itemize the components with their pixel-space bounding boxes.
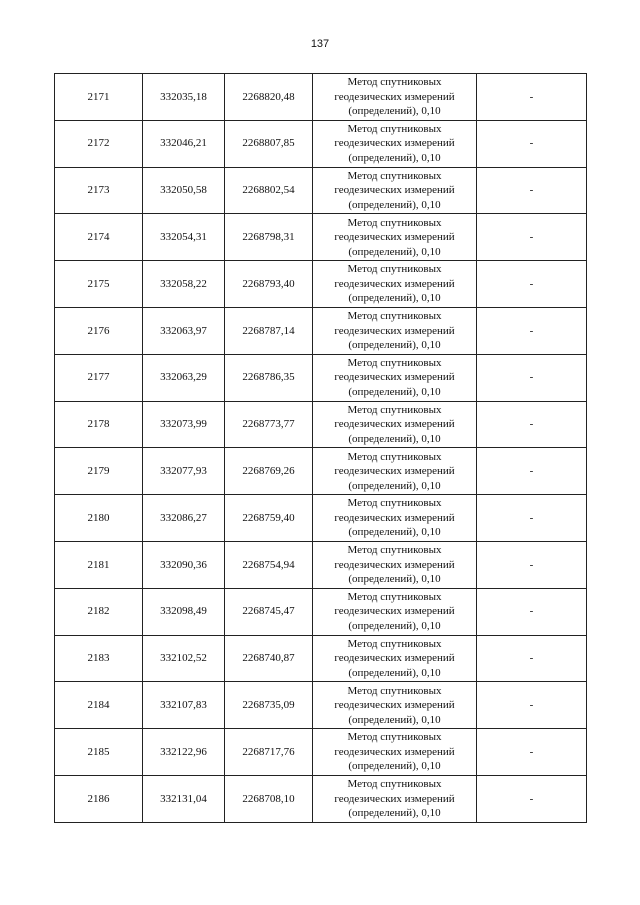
extra-cell: - xyxy=(477,495,587,542)
x-coordinate-cell: 332046,21 xyxy=(143,120,225,167)
method-line: Метод спутниковых xyxy=(347,778,442,791)
x-coordinate-cell: 332077,93 xyxy=(143,448,225,495)
method-line: геодезических измерений xyxy=(334,137,455,150)
y-coordinate-cell: 2268717,76 xyxy=(225,729,313,776)
method-line: (определений), 0,10 xyxy=(348,292,441,305)
method-line: геодезических измерений xyxy=(334,231,455,244)
method-line: Метод спутниковых xyxy=(347,263,442,276)
point-number-cell: 2184 xyxy=(55,682,143,729)
table-row xyxy=(55,261,587,308)
method-cell xyxy=(313,682,477,729)
y-coordinate-cell: 2268798,31 xyxy=(225,214,313,261)
table-row xyxy=(55,495,587,542)
extra-cell: - xyxy=(477,354,587,401)
method-cell xyxy=(313,120,477,167)
y-coordinate-cell: 2268807,85 xyxy=(225,120,313,167)
extra-cell: - xyxy=(477,588,587,635)
method-line: (определений), 0,10 xyxy=(348,479,441,492)
x-coordinate-cell: 332050,58 xyxy=(143,167,225,214)
extra-cell: - xyxy=(477,448,587,495)
extra-cell: - xyxy=(477,74,587,121)
method-line: Метод спутниковых xyxy=(347,216,442,229)
method-line: геодезических измерений xyxy=(334,699,455,711)
y-coordinate-cell: 2268786,35 xyxy=(225,354,313,401)
method-line: Метод спутниковых xyxy=(347,590,442,603)
method-line: геодезических измерений xyxy=(334,511,455,524)
point-number-cell: 2181 xyxy=(55,541,143,588)
method-cell xyxy=(313,588,477,635)
x-coordinate-cell: 332131,04 xyxy=(143,775,225,822)
method-line: Метод спутниковых xyxy=(347,169,442,182)
method-line: (определений), 0,10 xyxy=(348,245,441,258)
table-row xyxy=(55,214,587,261)
point-number-cell: 2178 xyxy=(55,401,143,448)
point-number-cell: 2186 xyxy=(55,775,143,822)
point-number-cell: 2179 xyxy=(55,448,143,495)
method-line: Метод спутниковых xyxy=(347,310,442,323)
x-coordinate-cell: 332054,31 xyxy=(143,214,225,261)
table-row xyxy=(55,635,587,682)
y-coordinate-cell: 2268745,47 xyxy=(225,588,313,635)
method-line: Метод спутниковых xyxy=(347,731,442,744)
method-line: (определений), 0,10 xyxy=(348,151,441,164)
extra-cell: - xyxy=(477,775,587,822)
y-coordinate-cell: 2268754,94 xyxy=(225,541,313,588)
y-coordinate-cell: 2268735,09 xyxy=(225,682,313,729)
x-coordinate-cell: 332063,97 xyxy=(143,307,225,354)
extra-cell: - xyxy=(477,682,587,729)
method-line: Метод спутниковых xyxy=(347,76,442,89)
y-coordinate-cell: 2268769,26 xyxy=(225,448,313,495)
method-line: (определений), 0,10 xyxy=(348,760,441,773)
y-coordinate-cell: 2268759,40 xyxy=(225,495,313,542)
x-coordinate-cell: 332063,29 xyxy=(143,354,225,401)
extra-cell: - xyxy=(477,635,587,682)
table-row xyxy=(55,448,587,495)
point-number-cell: 2185 xyxy=(55,729,143,776)
table-body xyxy=(55,74,587,823)
point-number-cell: 2171 xyxy=(55,74,143,121)
point-number-cell: 2172 xyxy=(55,120,143,167)
y-coordinate-cell: 2268773,77 xyxy=(225,401,313,448)
point-number-cell: 2176 xyxy=(55,307,143,354)
table-row xyxy=(55,541,587,588)
method-line: (определений), 0,10 xyxy=(348,105,441,118)
method-line: (определений), 0,10 xyxy=(348,666,441,679)
method-line: Метод спутниковых xyxy=(347,637,442,650)
table-row xyxy=(55,354,587,401)
y-coordinate-cell: 2268708,10 xyxy=(225,775,313,822)
method-line: Метод спутниковых xyxy=(347,356,442,369)
y-coordinate-cell: 2268793,40 xyxy=(225,261,313,308)
table-row xyxy=(55,775,587,822)
x-coordinate-cell: 332098,49 xyxy=(143,588,225,635)
method-line: геодезических измерений xyxy=(334,277,455,290)
extra-cell: - xyxy=(477,541,587,588)
method-line: геодезических измерений xyxy=(334,371,455,384)
method-line: геодезических измерений xyxy=(334,792,455,805)
method-line: геодезических измерений xyxy=(334,605,455,618)
point-number-cell: 2175 xyxy=(55,261,143,308)
method-line: Метод спутниковых xyxy=(347,544,442,557)
table-row xyxy=(55,120,587,167)
method-cell xyxy=(313,635,477,682)
x-coordinate-cell: 332073,99 xyxy=(143,401,225,448)
method-line: (определений), 0,10 xyxy=(348,198,441,211)
method-line: (определений), 0,10 xyxy=(348,619,441,632)
y-coordinate-cell: 2268820,48 xyxy=(225,74,313,121)
coordinates-table xyxy=(54,73,587,823)
y-coordinate-cell: 2268787,14 xyxy=(225,307,313,354)
x-coordinate-cell: 332086,27 xyxy=(143,495,225,542)
page-number: 137 xyxy=(310,38,330,50)
extra-cell: - xyxy=(477,261,587,308)
method-line: Метод спутниковых xyxy=(347,684,442,697)
method-cell xyxy=(313,354,477,401)
extra-cell: - xyxy=(477,120,587,167)
method-cell xyxy=(313,214,477,261)
method-line: геодезических измерений xyxy=(334,418,455,431)
point-number-cell: 2180 xyxy=(55,495,143,542)
method-line: геодезических измерений xyxy=(334,745,455,758)
method-cell xyxy=(313,729,477,776)
x-coordinate-cell: 332107,83 xyxy=(143,682,225,729)
table-row xyxy=(55,167,587,214)
method-line: геодезических измерений xyxy=(334,652,455,665)
x-coordinate-cell: 332058,22 xyxy=(143,261,225,308)
method-line: Метод спутниковых xyxy=(347,122,442,135)
method-line: геодезических измерений xyxy=(334,324,455,337)
extra-cell: - xyxy=(477,307,587,354)
method-line: (определений), 0,10 xyxy=(348,807,441,820)
extra-cell: - xyxy=(477,167,587,214)
table-row xyxy=(55,307,587,354)
method-cell xyxy=(313,448,477,495)
method-line: геодезических измерений xyxy=(334,90,455,103)
table-row xyxy=(55,401,587,448)
x-coordinate-cell: 332102,52 xyxy=(143,635,225,682)
x-coordinate-cell: 332090,36 xyxy=(143,541,225,588)
method-line: (определений), 0,10 xyxy=(348,573,441,586)
method-line: Метод спутниковых xyxy=(347,450,442,463)
method-cell xyxy=(313,167,477,214)
point-number-cell: 2177 xyxy=(55,354,143,401)
method-cell xyxy=(313,401,477,448)
point-number-cell: 2182 xyxy=(55,588,143,635)
method-cell xyxy=(313,261,477,308)
x-coordinate-cell: 332122,96 xyxy=(143,729,225,776)
method-line: (определений), 0,10 xyxy=(348,526,441,539)
method-line: геодезических измерений xyxy=(334,465,455,478)
y-coordinate-cell: 2268740,87 xyxy=(225,635,313,682)
method-line: (определений), 0,10 xyxy=(348,339,441,352)
method-line: (определений), 0,10 xyxy=(348,713,441,726)
extra-cell: - xyxy=(477,729,587,776)
extra-cell: - xyxy=(477,214,587,261)
point-number-cell: 2174 xyxy=(55,214,143,261)
table-row xyxy=(55,588,587,635)
table-row xyxy=(55,682,587,729)
table-row xyxy=(55,74,587,121)
method-cell xyxy=(313,541,477,588)
extra-cell: - xyxy=(477,401,587,448)
method-cell xyxy=(313,775,477,822)
x-coordinate-cell: 332035,18 xyxy=(143,74,225,121)
table-row xyxy=(55,729,587,776)
point-number-cell: 2173 xyxy=(55,167,143,214)
method-cell xyxy=(313,307,477,354)
method-line: Метод спутниковых xyxy=(347,497,442,510)
method-cell xyxy=(313,74,477,121)
method-cell xyxy=(313,495,477,542)
method-line: геодезических измерений xyxy=(334,184,455,197)
method-line: (определений), 0,10 xyxy=(348,385,441,398)
y-coordinate-cell: 2268802,54 xyxy=(225,167,313,214)
method-line: Метод спутниковых xyxy=(347,403,442,416)
method-line: геодезических измерений xyxy=(334,558,455,571)
point-number-cell: 2183 xyxy=(55,635,143,682)
method-line: (определений), 0,10 xyxy=(348,432,441,445)
